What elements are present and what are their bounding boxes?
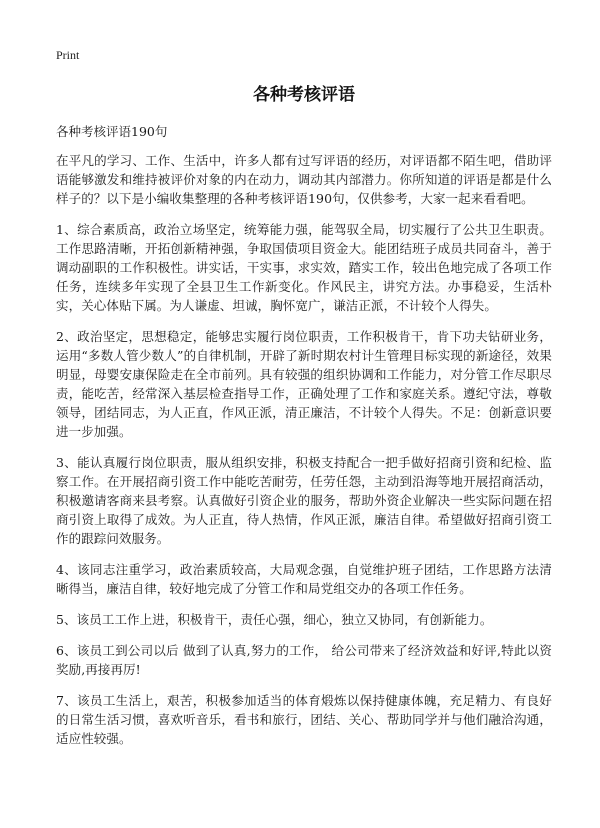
evaluation-item-5: 5、该员工工作上进，积极肯干，责任心强，细心，独立又协同，有创新能力。 (56, 612, 493, 627)
page-title: 各种考核评语 (253, 85, 355, 105)
print-link[interactable]: Print (56, 48, 80, 62)
evaluation-item-2: 2、政治坚定，思想稳定，能够忠实履行岗位职责，工作积极肯干，肯下功夫钻研业务，运用“多数人管少数人”的自律机制，开辟了新时期农村计生管理目标实现的新途径，效果明显，母婴安康保险走在全市前列。具有较强的组织协调和工作能力，对分管工作尽职尽责，能吃苦，经常深入基层检查指导工作，正确处理了工作和家庭关系。遵纪守法，尊敬领导，团结同志，为人正直，作风正派，清正廉洁，不计较个人得失。不足：创新意识要进一步加强。 (56, 329, 552, 439)
evaluation-item-6: 6、该员工到公司以后 做到了认真,努力的工作， 给公司带来了经济效益和好评,特此以资奖励,再接再厉! (56, 643, 552, 677)
intro-paragraph: 在平凡的学习、工作、生活中，许多人都有过写评语的经历，对评语都不陌生吧，借助评语能够激发和维持被评价对象的内在动力，调动其内部潜力。你所知道的评语是都是什么样子的？以下是小编收集整理的各种考核评语190句，仅供参考，大家一起来看看吧。 (56, 153, 552, 206)
evaluation-item-1: 1、综合素质高，政治立场坚定，统筹能力强，能驾驭全局，切实履行了公共卫生职责。工作思路清晰，开拓创新精神强，争取国债项目资金大。能团结班子成员共同奋斗，善于调动副职的工作积极性。讲实话，干实事，求实效，踏实工作，较出色地完成了各项工作任务，连续多年实现了全县卫生工作新变化。作风民主，讲究方法。办事稳妥，生活朴实，关心体贴下属。为人谦虚、坦诚，胸怀宽广，谦洁正派，不计较个人得失。 (56, 222, 552, 313)
document-subtitle: 各种考核评语190句 (56, 124, 168, 139)
evaluation-item-7: 7、该员工生活上，艰苦，积极参加适当的体育煅炼以保持健康体魄，充足精力、有良好的日常生活习惯，喜欢听音乐，看书和旅行，团结、关心、帮助同学并与他们融洽沟通，适应性较强。 (56, 693, 552, 746)
evaluation-item-4: 4、该同志注重学习，政治素质较高，大局观念强，自觉维护班子团结，工作思路方法清晰得当，廉洁自律，较好地完成了分管工作和局党组交办的各项工作任务。 (56, 562, 552, 596)
evaluation-item-3: 3、能认真履行岗位职责，服从组织安排，积极支持配合一把手做好招商引资和纪检、监察工作。在开展招商引资工作中能吃苦耐劳，任劳任怨，主动到沿海等地开展招商活动，积极邀请客商来县考察。认真做好引资企业的服务，帮助外资企业解决一些实际问题在招商引资上取得了成效。为人正直，待人热情，作风正派，廉洁自律。希望做好招商引资工作的跟踪问效服务。 (56, 455, 552, 546)
